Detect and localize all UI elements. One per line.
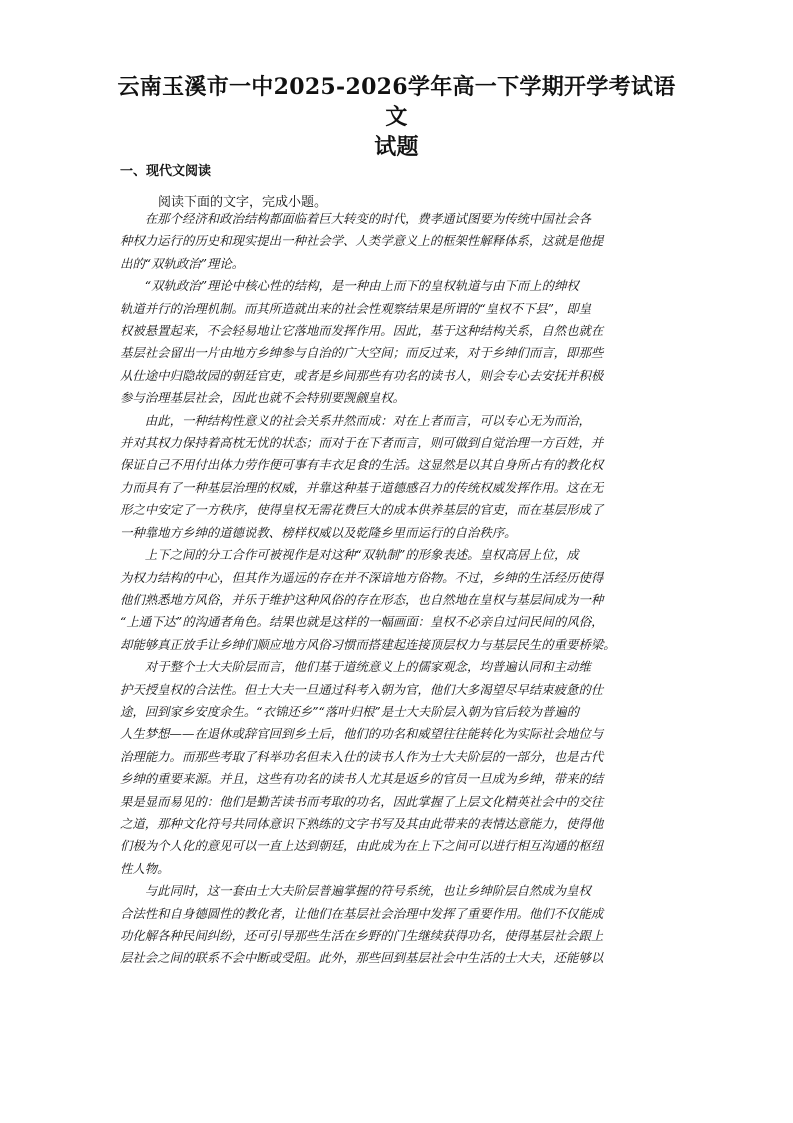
paragraph-line: 保证自己不用付出体力劳作便可事有丰衣足食的生活。这显然是以其自身所占有的教化权 xyxy=(120,457,604,473)
paragraph-line: 途，回到家乡安度余生。“衣锦还乡”“落叶归根”是士大夫阶层入朝为官后较为普遍的 xyxy=(120,703,580,719)
paragraph-line: “双轨政治”理论中核心性的结构，是一种由上而下的皇权轨道与由下而上的绅权 xyxy=(144,278,579,294)
paragraph-line: 却能够真正放手让乡绅们顺应地方风俗习惯而搭建起连接顶层权力与基层民生的重要桥梁。 xyxy=(120,636,616,652)
paragraph-line: 之道，那种文化符号共同体意识下熟练的文字书写及其由此带来的表情达意能力，使得他 xyxy=(120,815,604,831)
paragraph-line: “上通下达”的沟通者角色。结果也就是这样的一幅画面：皇权不必亲自过问民间的风俗， xyxy=(120,614,604,630)
paragraph-line: 果是显而易见的：他们是勤苦读书而考取的功名，因此掌握了上层文化精英社会中的交往 xyxy=(120,793,604,809)
document-title xyxy=(110,72,683,162)
section-heading: 一、现代文阅读 xyxy=(120,164,212,179)
paragraph-line: 上下之间的分工合作可被视作是对这种“双轨制”的形象表述。皇权高居上位，成 xyxy=(144,547,579,563)
article-paragraph xyxy=(120,656,682,880)
paragraph-line: 他们熟悉地方风俗，并乐于维护这种风俗的存在形态，也自然地在皇权与基层间成为一种 xyxy=(120,591,604,607)
paragraph-line: 基层社会留出一片由地方乡绅参与自治的广大空间；而反过来，对于乡绅们而言，即那些 xyxy=(120,345,604,361)
paragraph-line: 一种靠地方乡绅的道德说教、榜样权威以及乾隆乡里而运行的自治秩序。 xyxy=(120,524,517,540)
article-paragraph xyxy=(120,880,682,970)
paragraph-line: 种权力运行的历史和现实提出一种社会学、人类学意义上的框架性解释体系，这就是他提 xyxy=(120,233,604,249)
paragraph-line: 在那个经济和政治结构都面临着巨大转变的时代，费孝通试图要为传统中国社会各 xyxy=(144,211,591,226)
paragraph-line: 与此同时，这一套由士大夫阶层普遍掌握的符号系统，也让乡绅阶层自然成为皇权 xyxy=(144,883,591,899)
paragraph-line: 人生梦想——在退休或辞官回到乡土后，他们的功名和威望往往能转化为实际社会地位与 xyxy=(120,726,604,742)
paragraph-line: 层社会之间的联系不会中断或受阻。此外，那些回到基层社会中生活的士大夫，还能够以 xyxy=(120,950,604,966)
paragraph-line: 轨道并行的治理机制。而其所造就出来的社会性观察结果是所谓的“皇权不下县”，即皇 xyxy=(120,300,592,316)
paragraph-line: 从仕途中归隐故园的朝廷官吏，或者是乡间那些有功名的读书人，则会专心去安抚并积极 xyxy=(120,367,604,383)
article-paragraph xyxy=(120,410,682,544)
paragraph-line: 形之中安定了一方秩序，使得皇权无需花费巨大的成本供养基层的官吏，而在基层形成了 xyxy=(120,502,604,518)
reading-instruction: 阅读下面的文字，完成小题。 xyxy=(158,195,328,210)
paragraph-line: 力而具有了一种基层治理的权威，并靠这种基于道德感召力的传统权威发挥作用。这在无 xyxy=(120,479,604,495)
article-paragraph xyxy=(120,208,682,275)
paragraph-line: 参与治理基层社会，因此也就不会特别要觊觎皇权。 xyxy=(120,390,405,406)
paragraph-line: 护天授皇权的合法性。但士大夫一旦通过科考入朝为官，他们大多渴望尽早结束疲惫的仕 xyxy=(120,681,604,697)
title-line-1: 云南玉溪市一中2025-2026学年高一下学期开学考试语文 xyxy=(117,74,676,130)
article-paragraph xyxy=(120,544,682,656)
paragraph-line: 功化解各种民间纠纷，还可引导那些生活在乡野的门生继续获得功名，使得基层社会跟上 xyxy=(120,928,604,943)
paragraph-line: 权被悬置起来，不会轻易地让它落地而发挥作用。因此，基于这种结构关系，自然也就在 xyxy=(120,323,604,339)
title-line-2: 试题 xyxy=(374,134,419,160)
paragraph-line: 并对其权力保持着高枕无忧的状态；而对于在下者而言，则可做到自觉治理一方百姓，并 xyxy=(120,435,604,451)
paragraph-line: 们极为个人化的意见可以一直上达到朝廷，由此成为在上下之间可以进行相互沟通的枢纽 xyxy=(120,838,604,854)
article-paragraph xyxy=(120,275,682,409)
paragraph-line: 合法性和自身德圆性的教化者，让他们在基层社会治理中发挥了重要作用。他们不仅能成 xyxy=(120,905,604,921)
paragraph-line: 出的“双轨政治”理论。 xyxy=(120,255,245,271)
article-body xyxy=(120,208,682,970)
paragraph-line: 治理能力。而那些考取了科举功名但未入仕的读书人作为士大夫阶层的一部分，也是古代 xyxy=(120,748,604,764)
paragraph-line: 对于整个士大夫阶层而言，他们基于道统意义上的儒家观念，均普遍认同和主动维 xyxy=(144,659,591,675)
paragraph-line: 乡绅的重要来源。并且，这些有功名的读书人尤其是返乡的官员一旦成为乡绅，带来的结 xyxy=(120,771,604,787)
paragraph-line: 性人物。 xyxy=(120,860,170,876)
paragraph-line: 由此，一种结构性意义的社会关系井然而成：对在上者而言，可以专心无为而治， xyxy=(144,412,591,428)
paragraph-line: 为权力结构的中心，但其作为遥远的存在并不深谙地方俗物。不过，乡绅的生活经历使得 xyxy=(120,569,604,585)
